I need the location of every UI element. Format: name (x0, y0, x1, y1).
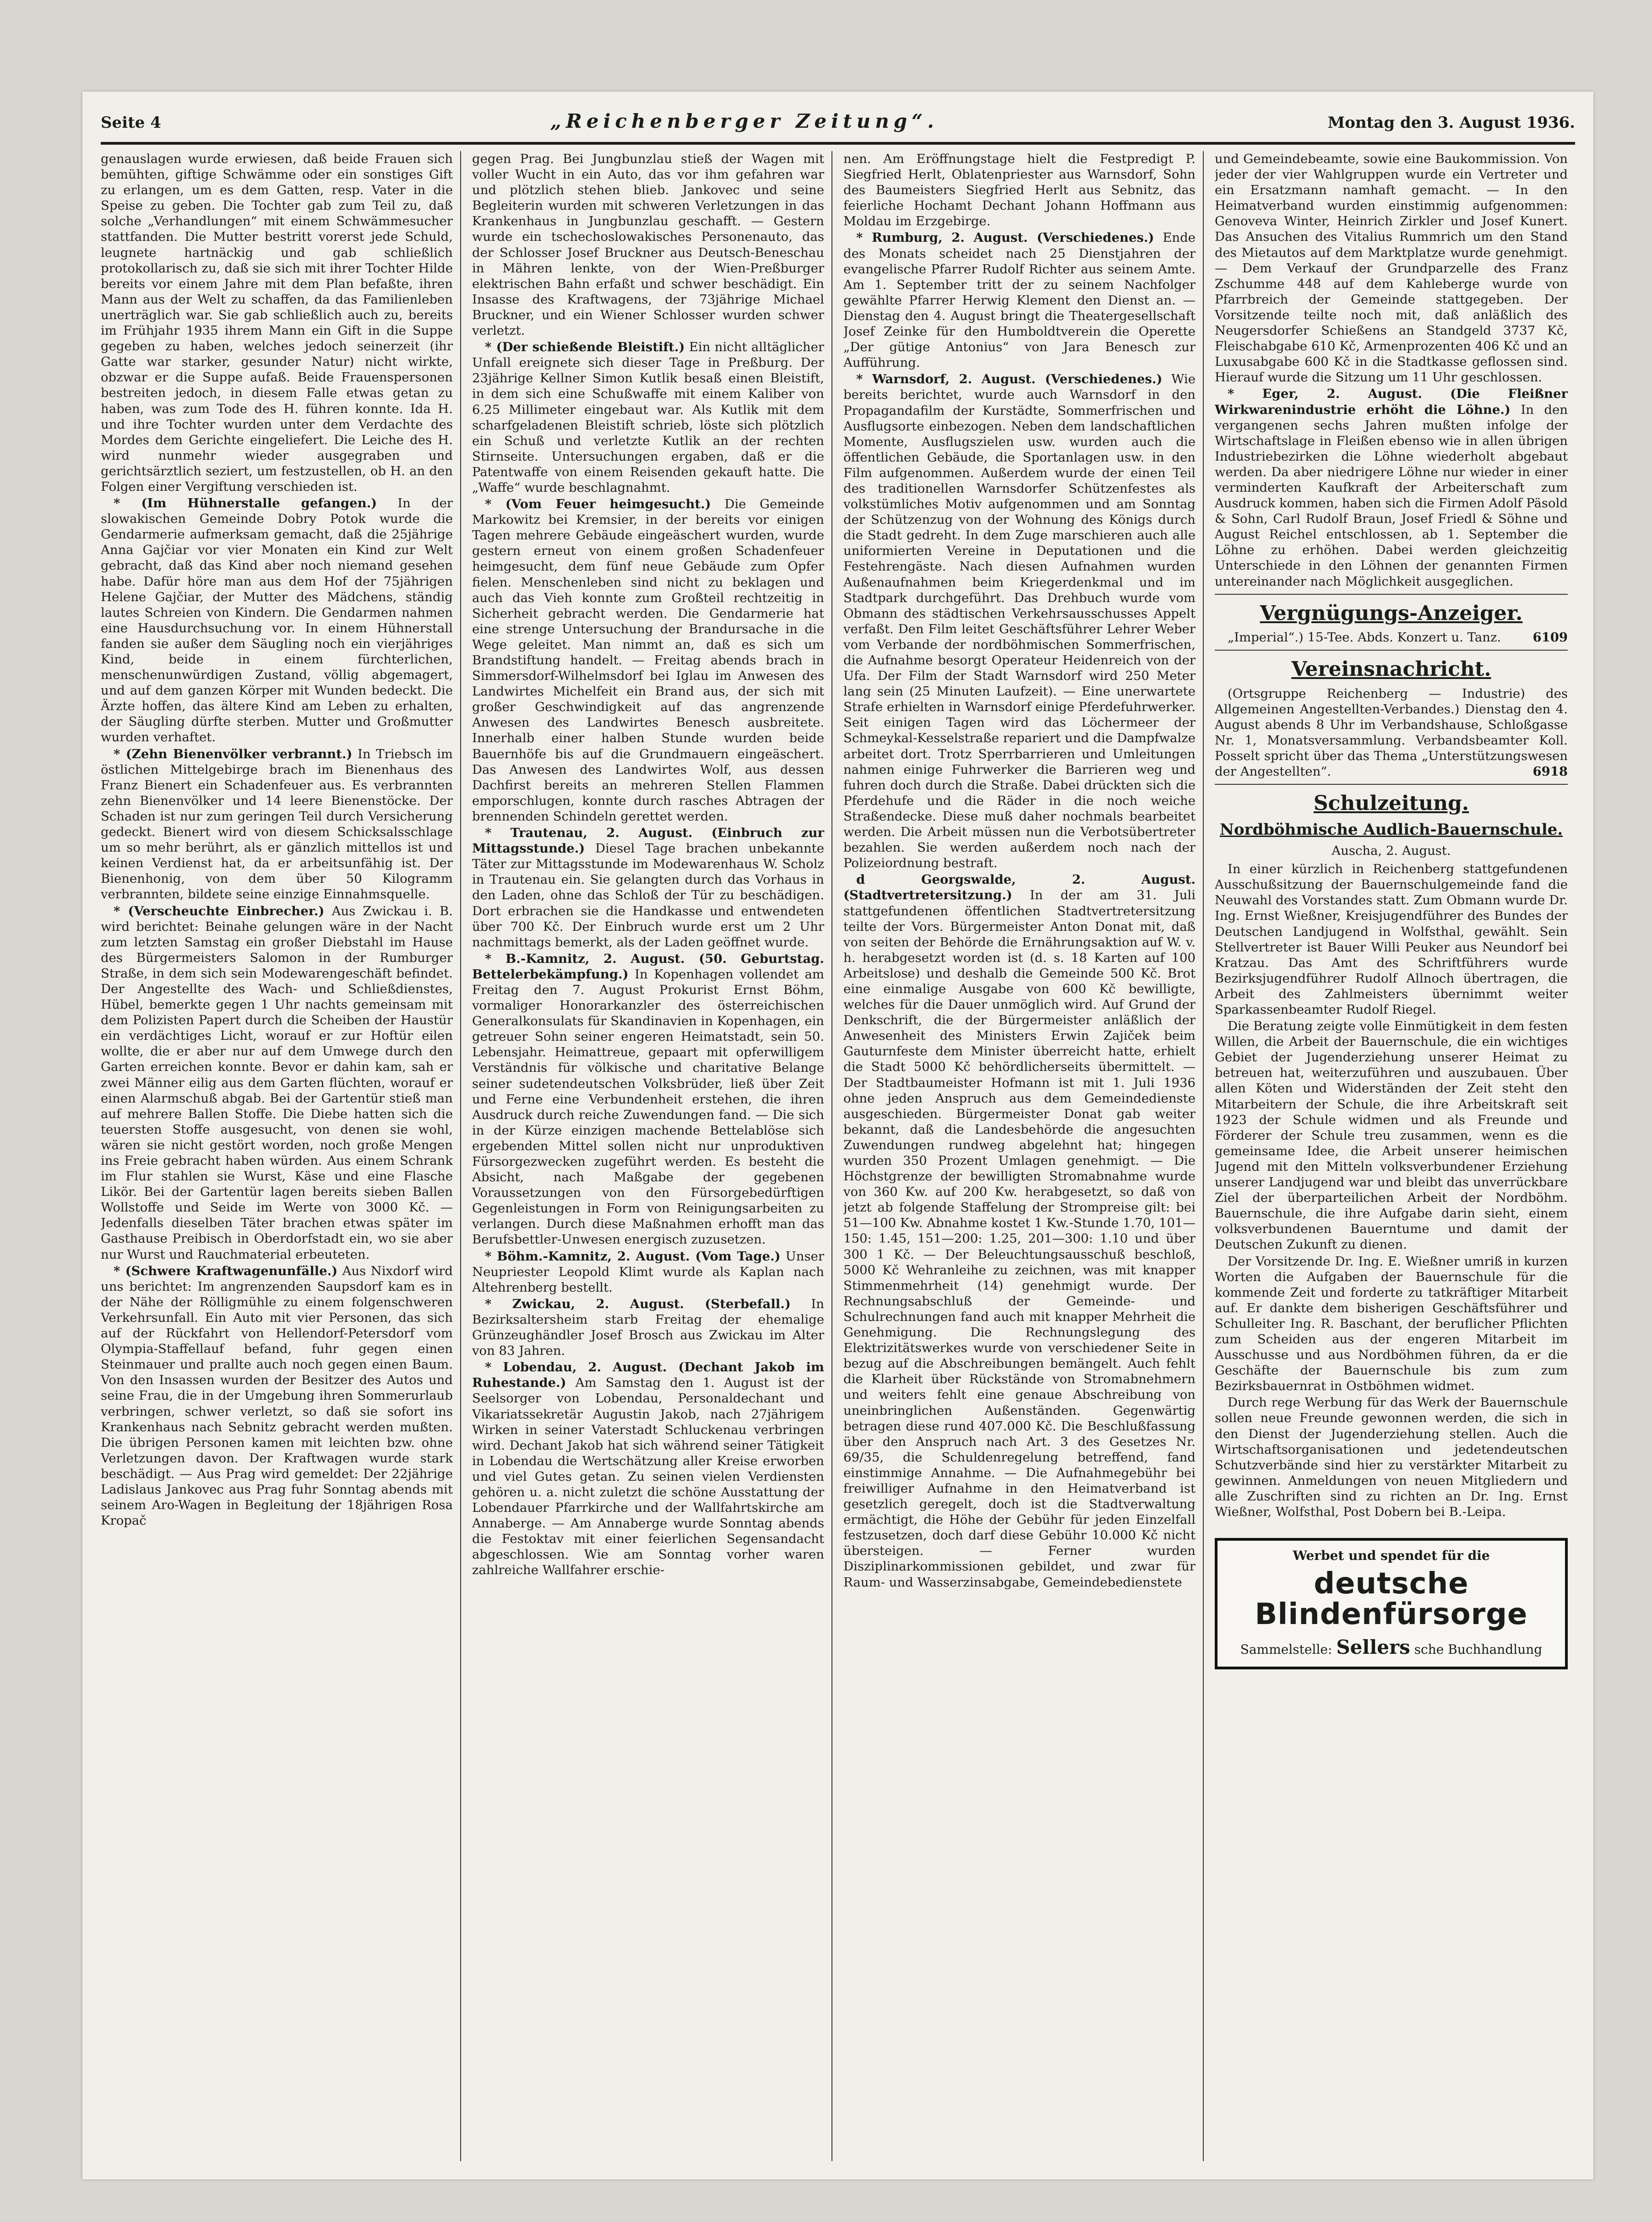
article-text (843, 371, 1196, 871)
article-text (472, 1249, 824, 1295)
section-divider (1215, 650, 1568, 651)
article-text: genauslagen wurde erwiesen, daß beide Frauen sich bemühten, giftige Schwämme oder ein sonstiges Gift zu erlangen, um es dem Gatten, resp. Vater in die Speise zu geben. Die Tochter gab zum Teil zu, daß solche „Verhandlungen“ mit einem Schwämmesucher stattfanden. Die Mutter bestritt vorerst jede Schuld, leugnete hartnäckig und gab schließlich protokollarisch zu, daß sie sich mit ihrer Tochter Hilde bereits vor einem Jahre mit dem Plan befaßte, ihren Mann aus der Welt zu schaffen, da das Familienleben unerträglich war. Sie gab schließlich auch zu, bereits im Frühjahr 1935 ihrem Mann ein Gift in die Suppe gegeben zu haben, welches jedoch seinerzeit (ihr Gatte war starker, gesunder Natur) nicht wirkte, obzwar er die Suppe aufaß. Beide Frauenspersonen bestreiten jedoch, in diesem Falle etwas getan zu haben, was zum Tode des H. führen konnte. Ida H. und ihre Tochter wurden unter dem Verdachte des Mordes dem Gerichte eingeliefert. Die Leiche des H. wird nunmehr wieder ausgegraben und gerichtsärztlich seziert, um festzustellen, ob H. an den Folgen einer Vergiftung verschieden ist. (101, 152, 453, 494)
article-body: In Kopenhagen vollendet am Freitag den 7. August Prokurist Ernst Böhm, vormaliger Honorarkanzler des österreichischen Generalkonsulats für Skandinavien in Kopenhagen, ein getreuer Sohn seiner engeren Heimatstadt, sein 50. Lebensjahr. Heimattreue, gepaart mit opferwilligem Verständnis für völkische und charitative Belange seiner sudetendeutschen Volksbrüder, ließ über Zeit und Ferne eine Verbundenheit erstehen, die ihren Ausdruck durch reiche Zuwendungen fand. — Die sich in der Kürze einzigen machende Bettelablöse sich ergebenden Mittel sollen nicht nur unproduktiven Fürsorgezwecken zugeführt werden. Es besteht die Absicht, nach Maßgabe der gegebenen Voraussetzungen von den Fürsorgebedürftigen Gegenleistungen in Form von Reinigungsarbeiten zu verlangen. Durch diese Maßnahmen erhofft man das Berufsbettler-Unwesen energisch zuzusetzen. (472, 967, 824, 1247)
ad-headline: deutsche Blindenfürsorge (1255, 1566, 1528, 1632)
article-text (101, 903, 453, 1262)
section-divider (1215, 784, 1568, 785)
section-title-school-news: Schulzeitung. (1313, 792, 1469, 815)
article-body: In der slowakischen Gemeinde Dobry Potok wurde die Gendarmerie aufmerksam gemacht, daß die 25jährige Anna Gajčiar vor vier Monaten ein Kind zur Welt gebracht, daß das Kind aber noch niemand gesehen habe. Dafür höre man aus dem Hof der 75jährigen Helene Gajčiar, der Mutter des Mädchens, ständig lautes Schreien von Kindern. Die Gendarmen nahmen eine Hausdurchsuchung vor. In einem Hühnerstall fanden sie außer dem Säugling noch ein vierjähriges Kind, beide in einem fürchterlichen, menschenunwürdigen Zustand, völlig abgemagert, und auf dem ganzen Körper mit Wunden bedeckt. Die Ärzte hoffen, das ältere Kind am Leben zu erhalten, der Säugling dürfte sterben. Mutter und Großmutter wurden verhaftet. (101, 496, 453, 745)
section-divider (1215, 594, 1568, 595)
article-text (101, 495, 453, 745)
article-text (472, 496, 824, 824)
article-text (843, 872, 1196, 1590)
article-headline: d Georgswalde, 2. August. (Stadtvertretersitzung.) (843, 872, 1196, 903)
article-headline: * Eger, 2. August. (Die Fleißner Wirkwarenindustrie erhöht die Löhne.) (1215, 386, 1568, 417)
paper-title: „Reichenberger Zeitung“. (550, 110, 939, 132)
column-2 (472, 151, 832, 2161)
article-text: nen. Am Eröffnungstage hielt die Festpredigt P. Siegfried Herlt, Oblatenpriester aus Warnsdorf, Sohn des Baumeisters Siegfried Herlt aus Sebnitz, das feierliche Hochamt Dechant Johann Hoffmann aus Moldau im Erzgebirge. (843, 152, 1196, 229)
listing-entry (1215, 686, 1568, 780)
article-text (472, 825, 824, 950)
article-text: Die Beratung zeigte volle Einmütigkeit in dem festen Willen, die Arbeit der Bauernschule, die ein wichtiges Gebiet der Jugenderziehung unserer Heimat zu betreuen hat, weiterzuführen und auszubauen. Über allen Köten und Widerständen der Zeit steht den Mitarbeitern der Schule, die ihre Arbeitskraft seit 1923 der Schule widmen und als Freunde und Förderer der Schule treu zusammen, wenn es die gemeinsame Idee, die Arbeit unserer heimischen Jugend mit den Mitteln volksverbundener Erziehung unserer Landjugend war und bleibt das unverrückbare Ziel der überparteilichen Arbeit der Nordböhm. Bauernschule, die ihre Aufgabe darin sieht, einem volksverbundenen Bauerntume und damit der Deutschen Zukunft zu dienen. (1215, 1019, 1568, 1252)
advertisement-box (1215, 1538, 1568, 1669)
column-4 (1215, 151, 1575, 2161)
column-3 (843, 151, 1204, 2161)
article-headline: * Lobendau, 2. August. (Dechant Jakob im Ruhestande.) (472, 1360, 824, 1391)
article-headline: * (Zehn Bienenvölker verbrannt.) (114, 746, 353, 761)
issue-date: Montag den 3. August 1936. (1327, 114, 1575, 132)
article-headline: * Zwickau, 2. August. (Sterbefall.) (485, 1296, 791, 1311)
listing-text: (Ortsgruppe Reichenberg — Industrie) des Allgemeinen Angestellten-Verbandes.) Dienstag den 4. August abends 8 Uhr im Verbandshause, Schloßgasse Nr. 1, Monatsversammlung. Verbandsbeamter Koll. Posselt spricht über das Thema „Unterstützungswesen der Angestellten“. (1215, 686, 1568, 779)
dateline: Auscha, 2. August. (1331, 843, 1451, 858)
article-body: Ende des Monats scheidet nach 25 Dienstjahren der evangelische Pfarrer Rudolf Richter aus seinem Amte. Am 1. September tritt der zu seinem Nachfolger gewählte Pfarrer Herwig Klement den Dienst an. — Dienstag den 4. August bringt die Theatergesellschaft Josef Zeinke für den Humboldtverein die Operette „Der gütige Antonius“ von Jara Benesch zur Aufführung. (843, 230, 1196, 370)
ad-collection-label: Sammelstelle: (1240, 1642, 1332, 1657)
article-body: In Bezirksaltersheim starb Freitag der ehemalige Grünzeughändler Josef Brosch aus Zwickau im Alter von 83 Jahren. (472, 1296, 824, 1358)
ad-collection-point (1222, 1635, 1560, 1659)
ad-tagline: Werbet und spendet für die (1293, 1548, 1490, 1564)
article-text: Durch rege Werbung für das Werk der Bauernschule sollen neue Freunde gewonnen werden, die sich in den Dienst der Jugenderziehung stellen. Auch die Wirtschaftsorganisationen und jedetendeutschen Schutzverbände sind hier zu verstärkter Mitarbeit zu gewinnen. Anmeldungen von neuen Mitgliedern und alle Zuschriften sind zu richten an Dr. Ing. Ernst Wießner, Wolfsthal, Post Dobern bei B.-Leipa. (1215, 1395, 1568, 1520)
article-text (472, 951, 824, 1248)
article-body: Unser Neupriester Leopold Klimt wurde als Kaplan nach Altehrenberg bestellt. (472, 1249, 824, 1295)
article-body: In Triebsch im östlichen Mittelgebirge brach im Bienenhaus des Franz Bienert ein Schadenfeuer aus. Es verbrannten zehn Bienenvölker und 14 leere Bienenstöcke. Der Schaden ist nur zum geringen Teil durch Versicherung gedeckt. Bienert wird von diesem Schicksalsschlage um so mehr berührt, als er gänzlich mittellos ist und keinen Verdienst hat, da er arbeitsunfähig ist. Der Bienenhonig, von dem über 50 Kilogramm verbrannten, bildete seine einzige Einnahmsquelle. (101, 746, 453, 902)
listing-text: „Imperial“.) 15-Tee. Abds. Konzert u. Tanz. (1228, 630, 1501, 645)
section-title-club-news: Vereinsnachricht. (1291, 657, 1491, 681)
article-body: Diesel Tage brachen unbekannte Täter zur Mittagsstunde im Modewarenhaus W. Scholz in Trautenau ein. Sie gelangten durch das Vorhaus in den Laden, ohne das Schloß der Tür zu beschädigen. Dort erbrachen sie die Handkasse und entwendeten über 700 Kč. Der Einbruch wurde erst um 2 Uhr nachmittags bemerkt, als der Laden geöffnet wurde. (472, 841, 824, 950)
article-headline: * Warnsdorf, 2. August. (Verschiedenes.) (856, 372, 1163, 387)
ad-collection-name: Sellers (1336, 1636, 1410, 1659)
section-subtitle: Nordböhmische Audlich-Bauernschule. (1219, 820, 1563, 839)
article-body: Die Gemeinde Markowitz bei Kremsier, in der bereits vor einigen Tagen mehrere Gebäude eingeäschert wurden, wurde gestern erneut von einem großen Schadenfeuer heimgesucht, dem fünf neue Gebäude zum Opfer fielen. Menschenleben sind nicht zu beklagen und auch das Vieh konnte zum Großteil rechtzeitig in Sicherheit gebracht werden. Die Gendarmerie hat eine strenge Untersuchung der Brandursache in die Wege geleitet. Man nimmt an, daß es sich um Brandstiftung handelt. — Freitag abends brach in Simmersdorf-Wilhelmsdorf bei Iglau im Anwesen des Landwirtes Michelfeit ein Brand aus, der sich mit großer Geschwindigkeit auf das angrenzende Anwesen des Landwirtes Benesch ausbreitete. Innerhalb einer halben Stunde wurden beide Bauernhöfe bis auf die Grundmauern eingeäschert. Das Anwesen des Landwirtes Wolf, aus dessen Dachfirst bereits an mehreren Stellen Flammen emporschlugen, konnte durch rasches Abtragen der brennenden Schindeln gerettet werden. (472, 497, 825, 824)
article-body: Aus Nixdorf wird uns berichtet: Im angrenzenden Saupsdorf kam es in der Nähe der Rölligmühle zu einem folgenschweren Verkehrsunfall. Ein Auto mit vier Personen, das sich auf der Rückfahrt von Hellendorf-Petersdorf vom Olympia-Staffellauf befand, fuhr gegen einen Steinmauer und prallte auch noch gegen einen Baum. Von den Insassen wurden der Besitzer des Autos und seine Frau, die in der Umgebung ihren Sommerurlaub verbringen, schwer verletzt, so daß sie sofort ins Krankenhaus nach Sebnitz gebracht werden mußten. Die übrigen Personen kamen mit leichten bzw. ohne Verletzungen davon. Der Kraftwagen wurde stark beschädigt. — Aus Prag wird gemeldet: Der 22jährige Ladislaus Jankovec aus Prag fuhr Sonntag abends mit seinem Aro-Wagen in Begleitung der 18jährigen Rosa Kropač (101, 1263, 453, 1528)
article-headline: * Trautenau, 2. August. (Einbruch zur Mittagsstunde.) (472, 826, 824, 856)
article-text: In einer kürzlich in Reichenberg stattgefundenen Ausschußsitzung der Bauernschulgemeinde fand die Neuwahl des Vorstandes statt. Zum Obmann wurde Dr. Ing. Ernst Wießner, Kreisjugendführer des Bundes der Deutschen Landjugend in Wolfsthal, gewählt. Sein Stellvertreter ist Bauer Willi Peuker aus Neundorf bei Kratzau. Das Amt des Schriftführers wurde Bezirksjugendführer Rudolf Allnoch übertragen, die Arbeit des Zahlmeisters übernimmt weiter Sparkassenbeamter Rudolf Riegel. (1215, 862, 1568, 1017)
section-title-amusements: Vergnügungs-Anzeiger. (1260, 601, 1523, 625)
article-headline: * Böhm.-Kamnitz, 2. August. (Vom Tage.) (485, 1249, 781, 1264)
article-text: Der Vorsitzende Dr. Ing. E. Wießner umriß in kurzen Worten die Aufgaben der Bauernschule für die kommende Zeit und forderte zu tatkräftiger Mitarbeit auf. Er dankte dem bisherigen Geschäftsführer und Schulleiter Ing. R. Baschant, der beruflicher Pflichten zum Scheiden aus der engeren Mitarbeit im Ausschusse und aus Nordböhmen führen, da er die Geschäfte der Bauernschule bis zum zum Bezirksbauernrat in Ostböhmen widmet. (1215, 1254, 1568, 1394)
article-body: Aus Zwickau i. B. wird berichtet: Beinahe gelungen wäre in der Nacht zum letzten Samstag ein großer Diebstahl im Hause des Bürgermeisters Salomon in der Rumburger Straße, in dem sich sein Modewarengeschäft befindet. Der Angestellte des Wach- und Schließdienstes, Hübel, bemerkte gegen 1 Uhr nachts gemeinsam mit dem Polizisten Papert durch die Scheiben der Haustür ein verdächtiges Licht, worauf er zur Hoftür eilen wollte, die er aber nur auf dem Umwege durch den Garten erreichen konnte. Bevor er dahin kam, sah er zwei Männer eilig aus dem Garten flüchten, worauf er einen Alarmschuß abgab. Bei der Gartentür stieß man auf mehrere Ballen Stoffe. Die Diebe hatten sich die teuersten Stoffe ausgesucht, von denen sie wohl, wären sie nicht gestört worden, noch große Mengen ins Freie gebracht haben würden. Aus einem Schrank im Flur stahlen sie Wurst, Käse und eine Flasche Likör. Bei der Gartentür lagen bereits sieben Ballen Wollstoffe und Seide im Werte von 3000 Kč. — Jedenfalls dieselben Täter brachen etwas später im Gasthause Preibisch in Oberdorfstadt ein, wo sie aber nur Wurst und Rauchmaterial erbeuteten. (101, 903, 453, 1262)
article-text: gegen Prag. Bei Jungbunzlau stieß der Wagen mit voller Wucht in ein Auto, das vor ihm gefahren war und plötzlich stehen blieb. Jankovec und seine Begleiterin wurden mit schweren Verletzungen in das Krankenhaus in Jungbunzlau geschafft. — Gestern wurde ein tschechoslowakisches Personenauto, das der Schlosser Josef Bruckner aus Deutsch-Beneschau in Mähren lenkte, von der Wien-Preßburger elektrischen Bahn erfaßt und schwer beschädigt. Ein Insasse des Kraftwagens, der 73jährige Michael Bruckner, und ein Wiener Schlosser wurden schwer verletzt. (472, 152, 824, 338)
article-columns (101, 151, 1575, 2161)
article-headline: * (Im Hühnerstalle gefangen.) (114, 496, 377, 511)
article-text: und Gemeindebeamte, sowie eine Baukommission. Von jeder der vier Wahlgruppen wurde ein Vertreter und ein Ersatzmann namhaft gemacht. — In den Heimatverband wurden einstimmig aufgenommen: Genoveva Winter, Heinrich Zirkler und Josef Kunert. Das Ansuchen des Vitalius Rummrich um den Stand des Mietautos auf dem Marktplatze wurde genehmigt. — Dem Verkauf der Grundparzelle des Franz Zschumme 448 auf dem Kahleberge wurde von Pfarrbreich der Gemeinde stattgegeben. Der Vorsitzende teilte noch mit, daß anläßlich des Neugersdorfer Schießens an Standgeld 3737 Kč, Fleischabgabe 610 Kč, Armenprozenten 406 Kč und an Luxusabgabe 600 Kč in die Stadtkasse geflossen sind. Hierauf wurde die Sitzung um 11 Uhr geschlossen. (1215, 152, 1568, 385)
listing-number: 6918 (1532, 764, 1568, 779)
article-headline: * Rumburg, 2. August. (Verschiedenes.) (856, 230, 1154, 245)
page-label: Seite 4 (101, 114, 161, 132)
article-text (101, 746, 453, 902)
article-body: In der am 31. Juli stattgefundenen öffentlichen Stadtvertretersitzung teilte der Vors. Bürgermeister Anton Donat mit, daß von seiten der Behörde die Ernährungsaktion auf W. v. h. herabgesetzt worden ist (d. s. 18 Karten auf 100 Arbeitslose) und deshalb die Gemeinde 500 Kč. Brot eine einmalige Ausgabe von 600 Kč bewilligte, welches für die Dauer unmöglich wird. Auf Grund der Denkschrift, die der Bürgermeister anläßlich der Anwesenheit des Ministers Erwin Zajiček beim Gauturnfeste dem Minister überreicht hatte, erhielt die Stadt 5000 Kč behördlicherseits übermittelt. — Der Stadtbaumeister Hofmann ist mit 1. Juli 1936 ohne jeden Anspruch aus dem Gemeindedienste ausgeschieden. Bürgermeister Donat gab weiter bekannt, daß die Landesbehörde die angesuchten Zuwendungen rundweg abgelehnt hat; hingegen wurden 350 Prozent Umlagen genehmigt. — Die Höchstgrenze der bewilligten Stromabnahme wurde von 360 Kw. auf 200 Kw. herabgesetzt, so daß von jetzt ab folgende Staffelung der Strompreise gilt: bei 51—100 Kw. Abnahme kostet 1 Kw.-Stunde 1.70, 101—150: 1.45, 151—200: 1.25, 201—300: 1.10 und über 300 1 Kč. — Der Beleuchtungsausschuß beschloß, 5000 Kč Wehranleihe zu zeichnen, was mit knapper Stimmenmehrheit (14) genehmigt wurde. Der Rechnungsabschluß der Gemeinde- und Schulrechnungen fand auch mit knapper Mehrheit die Genehmigung. Die Rechnungslegung des Elektrizitätswerkes wurde von verschiedener Seite in bezug auf die Abschreibungen bemängelt. Auch fehlt die Klarheit über Rückstände von Stromabnehmern und weiters fehlt eine genaue Abschreibung von uneinbringlichen Außenständen. Gegenwärtig betragen diese rund 407.000 Kč. Die Beschlußfassung über den Anspruch nach Art. 3 des Gesetzes Nr. 69/35, die Schuldenregelung betreffend, fand einstimmige Annahme. — Die Aufnahmegebühr bei freiwilliger Aufnahme in den Heimatverband ist gesetzlich geregelt, doch ist die Stadtverwaltung ermächtigt, die Höhe der Gebühr für jeden Einzelfall festzusetzen, doch darf diese Gebühr 10.000 Kč nicht übersteigen. — Ferner wurden Disziplinarkommissionen gebildet, und zwar für Raum- und Wasserzinsabgabe, Gemeindebedienstete (843, 888, 1196, 1590)
article-headline: * (Schwere Kraftwagenunfälle.) (114, 1263, 338, 1278)
column-1 (101, 151, 461, 2161)
masthead (101, 110, 1575, 137)
listing-entry (1215, 630, 1568, 645)
article-text (472, 1296, 824, 1358)
article-headline: * B.-Kamnitz, 2. August. (50. Geburtstag. Bettelerbekämpfung.) (472, 951, 824, 982)
ad-collection-suffix: sche Buchhandlung (1414, 1642, 1543, 1657)
article-text (101, 1263, 453, 1529)
article-text (1215, 386, 1568, 589)
article-headline: * (Verscheuchte Einbrecher.) (114, 903, 325, 918)
article-text (472, 339, 824, 495)
article-body: Ein nicht alltäglicher Unfall ereignete sich dieser Tage in Preßburg. Der 23jährige Kellner Simon Kutlik besaß einen Bleistift, in dem sich eine Schußwaffe mit einem Kaliber von 6.25 Millimeter eingebaut war. Als Kutlik mit dem scharfgeladenen Bleistift schrieb, löste sich plötzlich ein Schuß und verletzte Kutlik an der rechten Stirnseite. Untersuchungen ergaben, daß er die Patentwaffe von einem Reisenden gekauft hatte. Die „Waffe“ wurde beschlagnahmt. (472, 340, 824, 495)
newspaper-page (82, 92, 1593, 2179)
article-text (843, 230, 1196, 370)
article-body: In den vergangenen sechs Jahren mußten infolge der Wirtschaftslage in Fleißen ebenso wie in allen übrigen Industriebezirken die Löhne wiederholt abgebaut werden. Da aber niedrigere Löhne nur wieder in einer verminderten Kaufkraft der Arbeiterschaft zum Ausdruck kommen, haben sich die Firmen Adolf Päsold & Sohn, Carl Rudolf Braun, Josef Friedl & Söhne und August Reichel entschlossen, ab 1. September die Löhne zu erhöhen. Dabei werden gleichzeitig Unterschiede in den Löhnen der genannten Firmen untereinander nach Möglichkeit ausgeglichen. (1215, 402, 1568, 589)
masthead-rule (101, 142, 1575, 145)
article-headline: * (Vom Feuer heimgesucht.) (485, 497, 711, 512)
listing-number: 6109 (1532, 630, 1568, 645)
article-body: Am Samstag den 1. August ist der Seelsorger von Lobendau, Personaldechant und Vikariatssekretär Augustin Jakob, nach 27jährigem Wirken in seiner Vaterstadt Schluckenau verbringen wird. Dechant Jakob hat sich während seiner Tätigkeit in Lobendau die Wertschätzung aller Kreise erworben und viel Gutes getan. Zu seinen vielen Verdiensten gehören u. a. nicht zuletzt die schöne Ausstattung der Lobendauer Pfarrkirche und der Wallfahrtskirche am Annaberge. — Am Annaberge wurde Sonntag abends die Festoktav mit einer feierlichen Segensandacht abgeschlossen. Wie am Sonntag vorher waren zahlreiche Wallfahrer erschie- (472, 1375, 824, 1578)
article-body: Wie bereits berichtet, wurde auch Warnsdorf in den Propagandafilm der Kurstädte, Sommerfrischen und Ausflugsorte einbezogen. Neben dem landschaftlichen Momente, Ausflugszielen usw. wurden auch die öffentlichen Gebäude, die Sportanlagen usw. in den Film aufgenommen. Außerdem wurde der einen Teil des traditionellen Warnsdorfer Schützenfestes als volkstümliches Motiv aufgenommen und am Sonntag der Schützenzug von der Wohnung des Königs durch die Stadt gedreht. In dem Zuge marschieren auch alle uniformierten Vereine in Deputationen und die Festehrengäste. Nach diesen Aufnahmen wurden Außenaufnahmen beim Kriegerdenkmal und im Stadtpark durchgeführt. Das Drehbuch wurde vom Obmann des städtischen Verkehrsausschusses Appelt verfaßt. Den Film leitet Geschäftsführer Lehrer Weber vom Verbande der nordböhmischen Sommerfrischen, die Aufnahme besorgt Operateur Heidenreich von der Ufa. Der Film der Stadt Warnsdorf wird 250 Meter lang sein (25 Minuten Laufzeit). — Eine unerwartete Strafe erhielten in Warnsdorf einige Pferdefuhrwerker. Seit einigen Tagen wird das Löchermeer der Schmeykal-Kesselstraße repariert und die Dampfwalze arbeitet dort. Trotz Sperrbarrieren und Umleitungen nahmen einige Fuhrwerker die Barrieren weg und fuhren doch durch die Straße. Dabei drückten sich die Pferdehufe und die Räder in die noch weiche Straßendecke. Diese muß daher nochmals bearbeitet werden. Die Arbeit müssen nun die Verbotsübertreter bezahlen. Sie werden außerdem noch nach der Polizeiordnung bestraft. (843, 372, 1196, 871)
article-headline: * (Der schießende Bleistift.) (485, 340, 685, 355)
article-text (472, 1359, 824, 1578)
